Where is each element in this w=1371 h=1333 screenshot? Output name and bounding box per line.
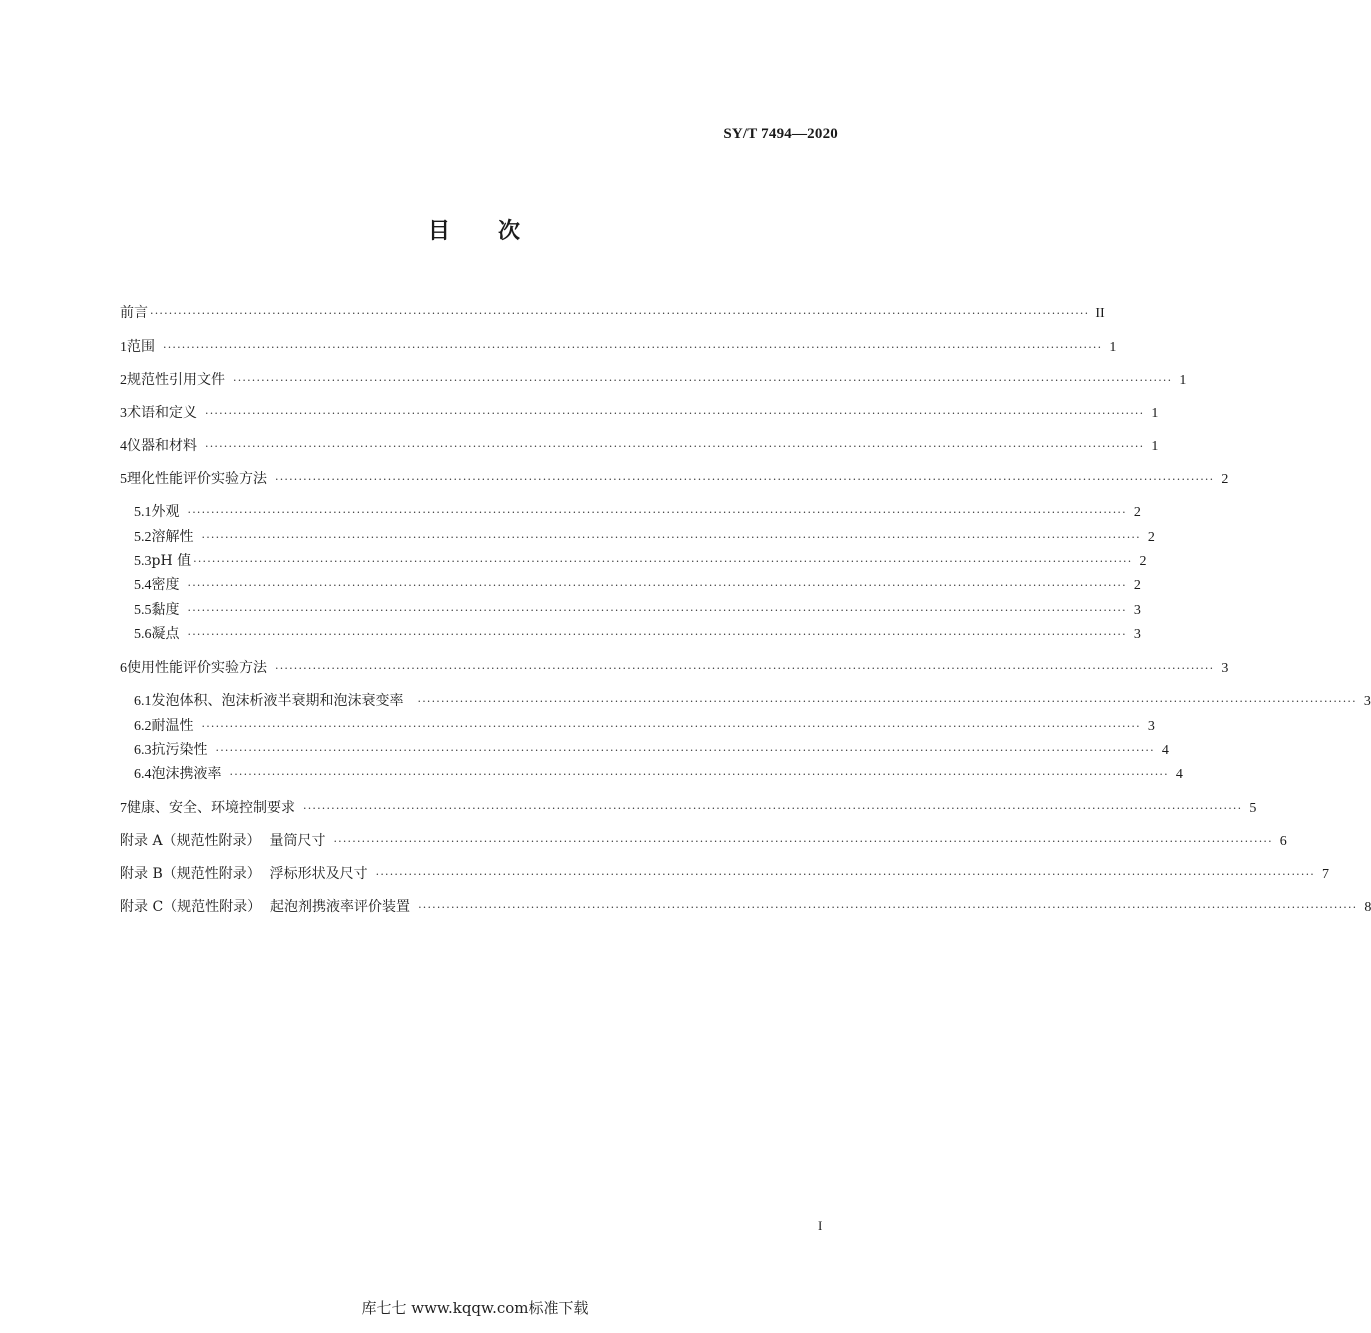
dot-leader: ········································································································································································································ <box>375 868 1315 881</box>
toc-entry-appendix-c[interactable] <box>120 897 1371 917</box>
toc-entry-foreword[interactable] <box>120 303 1105 323</box>
toc-entry-appendix-a[interactable] <box>120 831 1287 851</box>
title-char-1: 目 <box>427 219 452 244</box>
dot-leader: ········································································································································································································ <box>303 802 1243 815</box>
toc-entry-page: 2 <box>1133 578 1141 593</box>
toc-entry-number: 6 <box>120 661 127 676</box>
toc-entry-6-2[interactable] <box>134 716 1155 736</box>
toc-entry-label: 外观 <box>151 504 180 520</box>
dot-leader: ········································································································································································································ <box>187 506 1127 519</box>
dot-leader: ········································································································································································································ <box>187 604 1127 617</box>
toc-entry-page: 3 <box>1133 603 1141 618</box>
toc-entry-label: 附录 B（规范性附录） 浮标形状及尺寸 <box>120 866 368 882</box>
toc-entry-5-2[interactable] <box>134 527 1155 547</box>
dot-leader: ········································································································································································································ <box>215 744 1155 757</box>
toc-entry-number: 5.5 <box>134 603 152 618</box>
toc-entry-label: 附录 A（规范性附录） 量筒尺寸 <box>120 833 326 849</box>
toc-entry-6[interactable] <box>120 658 1229 678</box>
dot-leader: ········································································································································································································ <box>187 579 1127 592</box>
toc-entry-label: 附录 C（规范性附录） 起泡剂携液率评价装置 <box>120 899 411 915</box>
dot-leader: ········································································································································································································ <box>205 407 1145 420</box>
toc-entry-number: 7 <box>120 801 127 816</box>
page-number: I <box>818 1218 823 1233</box>
toc-entry-page: 1 <box>1151 439 1159 454</box>
toc-entry-label: 理化性能评价实验方法 <box>127 471 267 487</box>
toc-entry-5-5[interactable] <box>134 600 1141 620</box>
toc-entry-page: 3 <box>1221 661 1229 676</box>
document-code: SY/T 7494—2020 <box>723 126 838 142</box>
toc-entry-label: 仪器和材料 <box>127 438 197 454</box>
toc-entry-number: 4 <box>120 439 127 454</box>
toc-entry-label: pH 值 <box>151 553 192 569</box>
toc-entry-label: 前言 <box>120 305 148 321</box>
toc-entry-number: 2 <box>120 373 127 388</box>
toc-entry-page: 2 <box>1133 505 1141 520</box>
dot-leader: ········································································································································································································ <box>201 531 1141 544</box>
toc-entry-page: 1 <box>1151 406 1159 421</box>
dot-leader: ········································································································································································································ <box>275 662 1215 675</box>
toc-entry-label: 黏度 <box>151 602 180 618</box>
dot-leader: ········································································································································································································ <box>275 473 1215 486</box>
toc-entry-number: 5.6 <box>134 627 152 642</box>
toc-entry-number: 6.4 <box>134 767 152 782</box>
toc-entry-page: 3 <box>1133 627 1141 642</box>
toc-entry-5-1[interactable] <box>134 502 1141 522</box>
toc-entry-3[interactable] <box>120 403 1159 423</box>
dot-leader: ········································································································································································································ <box>418 901 1358 914</box>
toc-entry-5[interactable] <box>120 469 1229 489</box>
dot-leader: ········································································································································································································ <box>333 835 1273 848</box>
toc-entry-number: 5.1 <box>134 505 152 520</box>
dot-leader: ········································································································································································································ <box>417 695 1357 708</box>
toc-entry-2[interactable] <box>120 370 1187 390</box>
toc-entry-number: 5.4 <box>134 578 152 593</box>
toc-entry-page: 3 <box>1363 694 1371 709</box>
toc-entry-label: 使用性能评价实验方法 <box>127 660 267 676</box>
toc-entry-number: 5.2 <box>134 530 152 545</box>
toc-entry-label: 泡沫携液率 <box>151 766 222 782</box>
dot-leader: ········································································································································································································ <box>233 374 1173 387</box>
toc-entry-number: 5.3 <box>134 554 152 569</box>
dot-leader: ········································································································································································································ <box>193 555 1133 568</box>
toc-entry-number: 6.1 <box>134 694 152 709</box>
toc-entry-label: 术语和定义 <box>127 405 197 421</box>
toc-entry-page: 5 <box>1249 801 1257 816</box>
toc-entry-page: 7 <box>1321 867 1329 882</box>
toc-entry-6-4[interactable] <box>134 764 1183 784</box>
toc-entry-label: 发泡体积、泡沫析液半衰期和泡沫衰变率 <box>151 693 404 709</box>
toc-entry-label: 规范性引用文件 <box>127 372 225 388</box>
toc-entry-label: 溶解性 <box>151 529 194 545</box>
toc-entry-page: 8 <box>1364 900 1371 915</box>
dot-leader: ········································································································································································································ <box>229 768 1169 781</box>
toc-entry-number: 6.2 <box>134 719 152 734</box>
toc-entry-appendix-b[interactable] <box>120 864 1329 884</box>
toc-entry-label: 抗污染性 <box>151 742 208 758</box>
dot-leader: ········································································································································································································ <box>205 440 1145 453</box>
title-char-2: 次 <box>498 219 523 244</box>
toc-entry-page: 3 <box>1147 719 1155 734</box>
toc-entry-label: 密度 <box>151 577 180 593</box>
toc-entry-page: 4 <box>1161 743 1169 758</box>
toc-entry-page: II <box>1095 306 1105 321</box>
toc-entry-page: 2 <box>1221 472 1229 487</box>
footer-watermark: 库七七 www.kqqw.com标准下载 <box>361 1299 589 1317</box>
toc-entry-page: 2 <box>1147 530 1155 545</box>
dot-leader: ········································································································································································································ <box>201 720 1141 733</box>
toc-entry-7[interactable] <box>120 798 1257 818</box>
toc-entry-5-6[interactable] <box>134 624 1141 644</box>
toc-entry-1[interactable] <box>120 337 1117 357</box>
dot-leader: ········································································································································································································ <box>187 628 1127 641</box>
toc-entry-page: 2 <box>1139 554 1147 569</box>
dot-leader: ········································································································································································································ <box>150 307 1090 320</box>
toc-entry-4[interactable] <box>120 436 1159 456</box>
toc-entry-label: 健康、安全、环境控制要求 <box>127 800 295 816</box>
page-title <box>0 214 950 245</box>
toc-entry-page: 6 <box>1279 834 1287 849</box>
toc-entry-label: 凝点 <box>151 626 180 642</box>
toc-entry-page: 4 <box>1175 767 1183 782</box>
toc-entry-number: 1 <box>120 340 127 355</box>
toc-entry-number: 3 <box>120 406 127 421</box>
toc-entry-number: 5 <box>120 472 127 487</box>
toc-entry-label: 耐温性 <box>151 718 194 734</box>
toc-entry-page: 1 <box>1109 340 1117 355</box>
toc-entry-number: 6.3 <box>134 743 152 758</box>
dot-leader: ········································································································································································································ <box>163 341 1103 354</box>
toc-entry-label: 范围 <box>127 339 155 355</box>
toc-entry-5-3[interactable] <box>134 551 1147 571</box>
toc-entry-6-1[interactable] <box>134 691 1371 711</box>
toc-entry-6-3[interactable] <box>134 740 1169 760</box>
toc-entry-5-4[interactable] <box>134 575 1141 595</box>
toc-entry-page: 1 <box>1179 373 1187 388</box>
